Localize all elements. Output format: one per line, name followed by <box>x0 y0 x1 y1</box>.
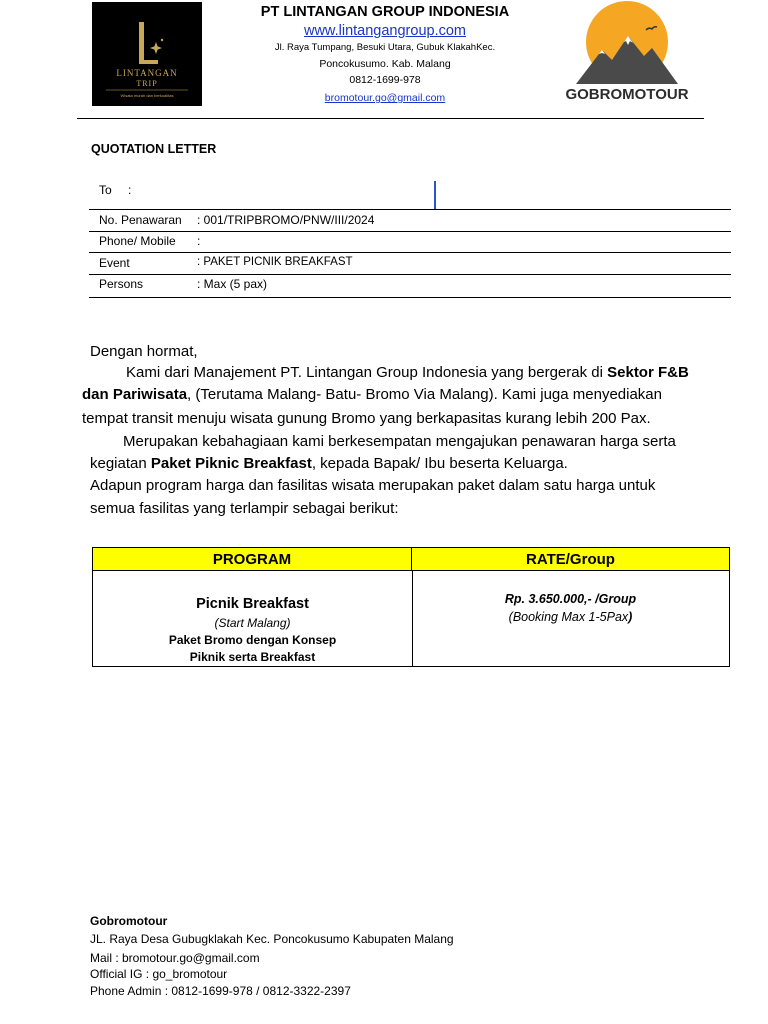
meta-divider <box>89 209 731 210</box>
company-website-link[interactable]: www.lintangangroup.com <box>303 23 466 39</box>
footer-instagram: Official IG : go_bromotour <box>90 967 228 981</box>
footer-company-name: Gobromotour <box>90 914 168 928</box>
persons-label: Persons <box>99 277 144 291</box>
text-cursor <box>434 181 436 209</box>
paragraph-3-line-2: semua fasilitas yang terlampir sebagai berikut: <box>90 500 399 517</box>
rate-price: Rp. 3.650.000,- /Group <box>504 592 637 606</box>
paragraph-2-line-1: Merupakan kebahagiaan kami berkesempatan mengajukan penawaran harga serta <box>123 433 676 450</box>
paragraph-3-line-1: Adapun program harga dan fasilitas wisata merupakan paket dalam satu harga untuk <box>90 477 656 494</box>
footer-mail: Mail : bromotour.go@gmail.com <box>90 951 260 965</box>
company-email-link[interactable]: bromotour.go@gmail.com <box>324 92 446 104</box>
paragraph-2-line-2: kegiatan Paket Piknic Breakfast, kepada Bapak/ Ibu beserta Keluarga. <box>90 455 568 472</box>
logo-tagline: Wisata murah dan berkualitas <box>120 93 174 98</box>
rate-note: (Booking Max 1-5Pax) <box>508 610 633 624</box>
quotation-table <box>92 547 730 667</box>
paragraph-1-line-2: dan Pariwisata, (Terutama Malang- Batu- Bromo Via Malang). Kami juga menyediakan <box>82 386 662 403</box>
program-name: Picnik Breakfast <box>196 596 309 612</box>
persons-value: : Max (5 pax) <box>197 277 268 291</box>
logo-text-gobromotour: GOBROMOTOUR <box>565 86 689 103</box>
gobromotour-logo <box>565 0 689 104</box>
meta-divider <box>89 231 731 232</box>
program-desc-2: Piknik serta Breakfast <box>189 650 316 664</box>
meta-divider <box>89 297 731 298</box>
table-header-program: PROGRAM <box>93 548 412 571</box>
company-name: PT LINTANGAN GROUP INDONESIA <box>260 4 510 20</box>
address-line-1: Jl. Raya Tumpang, Besuki Utara, Gubuk KlakahKec. <box>274 42 496 53</box>
phone-value[interactable]: : <box>197 234 201 248</box>
logo-text-trip: TRIP <box>136 79 158 88</box>
paragraph-1-line-3: tempat transit menuju wisata gunung Bromo yang berkapasitas kurang lebih 200 Pax. <box>82 410 651 427</box>
greeting: Dengan hormat, <box>90 343 198 360</box>
logo-text-lintangan: LINTANGAN <box>116 68 178 78</box>
header-divider <box>77 118 704 119</box>
event-value: : PAKET PICNIK BREAKFAST <box>197 256 353 268</box>
paragraph-1-line-1: Kami dari Manajement PT. Lintangan Group Indonesia yang bergerak di Sektor F&B <box>126 364 689 381</box>
program-desc-1: Paket Bromo dengan Konsep <box>168 633 337 647</box>
lintangan-trip-logo <box>92 2 202 106</box>
offer-number-label: No. Penawaran <box>99 213 182 227</box>
company-phone: 0812-1699-978 <box>349 74 421 86</box>
to-label: To <box>99 183 112 197</box>
footer-phone: Phone Admin : 0812-1699-978 / 0812-3322-2397 <box>90 984 351 998</box>
program-start: (Start Malang) <box>214 616 291 630</box>
footer-address: JL. Raya Desa Gubugklakah Kec. Poncokusumo Kabupaten Malang <box>90 932 454 946</box>
phone-label: Phone/ Mobile <box>99 234 176 248</box>
document-title: QUOTATION LETTER <box>91 142 217 156</box>
event-label: Event <box>99 256 130 270</box>
company-info <box>220 3 550 106</box>
table-header-rate: RATE/Group <box>412 548 729 571</box>
meta-divider <box>89 274 731 275</box>
address-line-2: Poncokusumo. Kab. Malang <box>319 58 451 70</box>
to-value[interactable]: : <box>128 183 132 197</box>
offer-number-value: : 001/TRIPBROMO/PNW/III/2024 <box>197 213 375 227</box>
meta-divider <box>89 252 731 253</box>
